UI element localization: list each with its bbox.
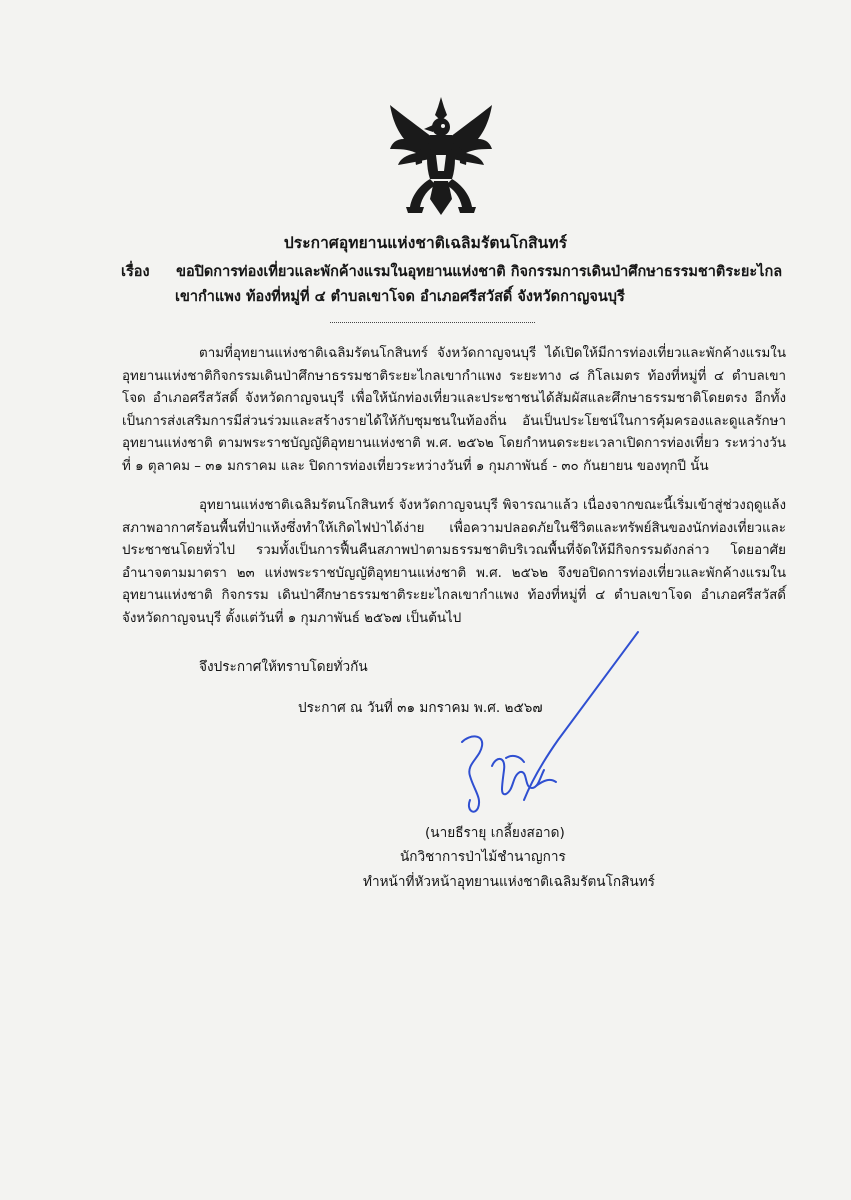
announcement-title: ประกาศอุทยานแห่งชาติเฉลิมรัตนโกสินทร์ xyxy=(283,234,568,252)
subject-line-1 xyxy=(121,260,781,285)
notice-line: จึงประกาศให้ทราบโดยทั่วกัน xyxy=(199,659,368,675)
subject-text-2: เขากำแพง ท้องที่หมู่ที่ ๔ ตำบลเขาโจด อำเภอศรีสวัสดิ์ จังหวัดกาญจนบุรี xyxy=(175,289,625,305)
subject-text-1: ขอปิดการท่องเที่ยวและพักค้างแรมในอุทยานแห่งชาติ กิจกรรมการเดินป่าศึกษาธรรมชาติระยะไกล xyxy=(176,264,783,280)
handwritten-signature xyxy=(440,630,650,830)
signatory-acting-role: ทำหน้าที่หัวหน้าอุทยานแห่งชาติเฉลิมรัตนโกสินทร์ xyxy=(363,874,655,890)
body-paragraph-1: ตามที่อุทยานแห่งชาติเฉลิมรัตนโกสินทร์ จังหวัดกาญจนบุรี ได้เปิดให้มีการท่องเที่ยวและพักค้างแรมในอุทยานแห่งชาติกิจกรรมเดินป่าศึกษาธรรมชาติระยะไกลเขากำแพง ระยะทาง ๘ กิโลเมตร ท้องที่หมู่ที่ ๔ ตำบลเขาโจด อำเภอศรีสวัสดิ์ จังหวัดกาญจนบุรี เพื่อให้นักท่องเที่ยวและประชาชนได้สัมผัสและศึกษาธรรมชาติโดยตรง อีกทั้งเป็นการส่งเสริมการมีส่วนร่วมและสร้างรายได้ให้กับชุมชนในท้องถิ่น อันเป็นประโยชน์ในการคุ้มครองและดูแลรักษาอุทยานแห่งชาติ ตามพระราชบัญญัติอุทยานแห่งชาติ พ.ศ. ๒๕๖๒ โดยกำหนดระยะเวลาเปิดการท่องเที่ยว ระหว่างวันที่ ๑ ตุลาคม – ๓๑ มกราคม และ ปิดการท่องเที่ยวระหว่างวันที่ ๑ กุมภาพันธ์ - ๓๐ กันยายน ของทุกปี นั้น xyxy=(122,346,786,474)
announce-date: ประกาศ ณ วันที่ ๓๑ มกราคม พ.ศ. ๒๕๖๗ xyxy=(298,700,543,716)
subject-block xyxy=(121,260,781,310)
dotted-divider xyxy=(330,322,535,323)
signatory-position: นักวิชาการป่าไม้ชำนาญการ xyxy=(400,849,566,865)
garuda-emblem-icon xyxy=(386,95,496,221)
subject-label: เรื่อง xyxy=(121,264,150,280)
signatory-name: (นายธีรายุ เกลี้ยงสอาด) xyxy=(425,825,565,841)
body-paragraph-2: อุทยานแห่งชาติเฉลิมรัตนโกสินทร์ จังหวัดกาญจนบุรี พิจารณาแล้ว เนื่องจากขณะนี้เริ่มเข้าสู่ช่วงฤดูแล้ง สภาพอากาศร้อนพื้นที่ป่าแห้งซึ่งทำให้เกิดไฟป่าได้ง่าย เพื่อความปลอดภัยในชีวิตและทรัพย์สินของนักท่องเที่ยวและประชาชนโดยทั่วไป รวมทั้งเป็นการฟื้นคืนสภาพป่าตามธรรมชาติบริเวณพื้นที่จัดให้มีกิจกรรมดังกล่าว โดยอาศัยอำนาจตามมาตรา ๒๓ แห่งพระราชบัญญัติอุทยานแห่งชาติ พ.ศ. ๒๕๖๒ จึงขอปิดการท่องเที่ยวและพักค้างแรมในอุทยานแห่งชาติ กิจกรรม เดินป่าศึกษาธรรมชาติระยะไกลเขากำแพง ท้องที่หมู่ที่ ๔ ตำบลเขาโจด อำเภอศรีสวัสดิ์ จังหวัดกาญจนบุรี ตั้งแต่วันที่ ๑ กุมภาพันธ์ ๒๕๖๗ เป็นต้นไป xyxy=(122,498,786,626)
